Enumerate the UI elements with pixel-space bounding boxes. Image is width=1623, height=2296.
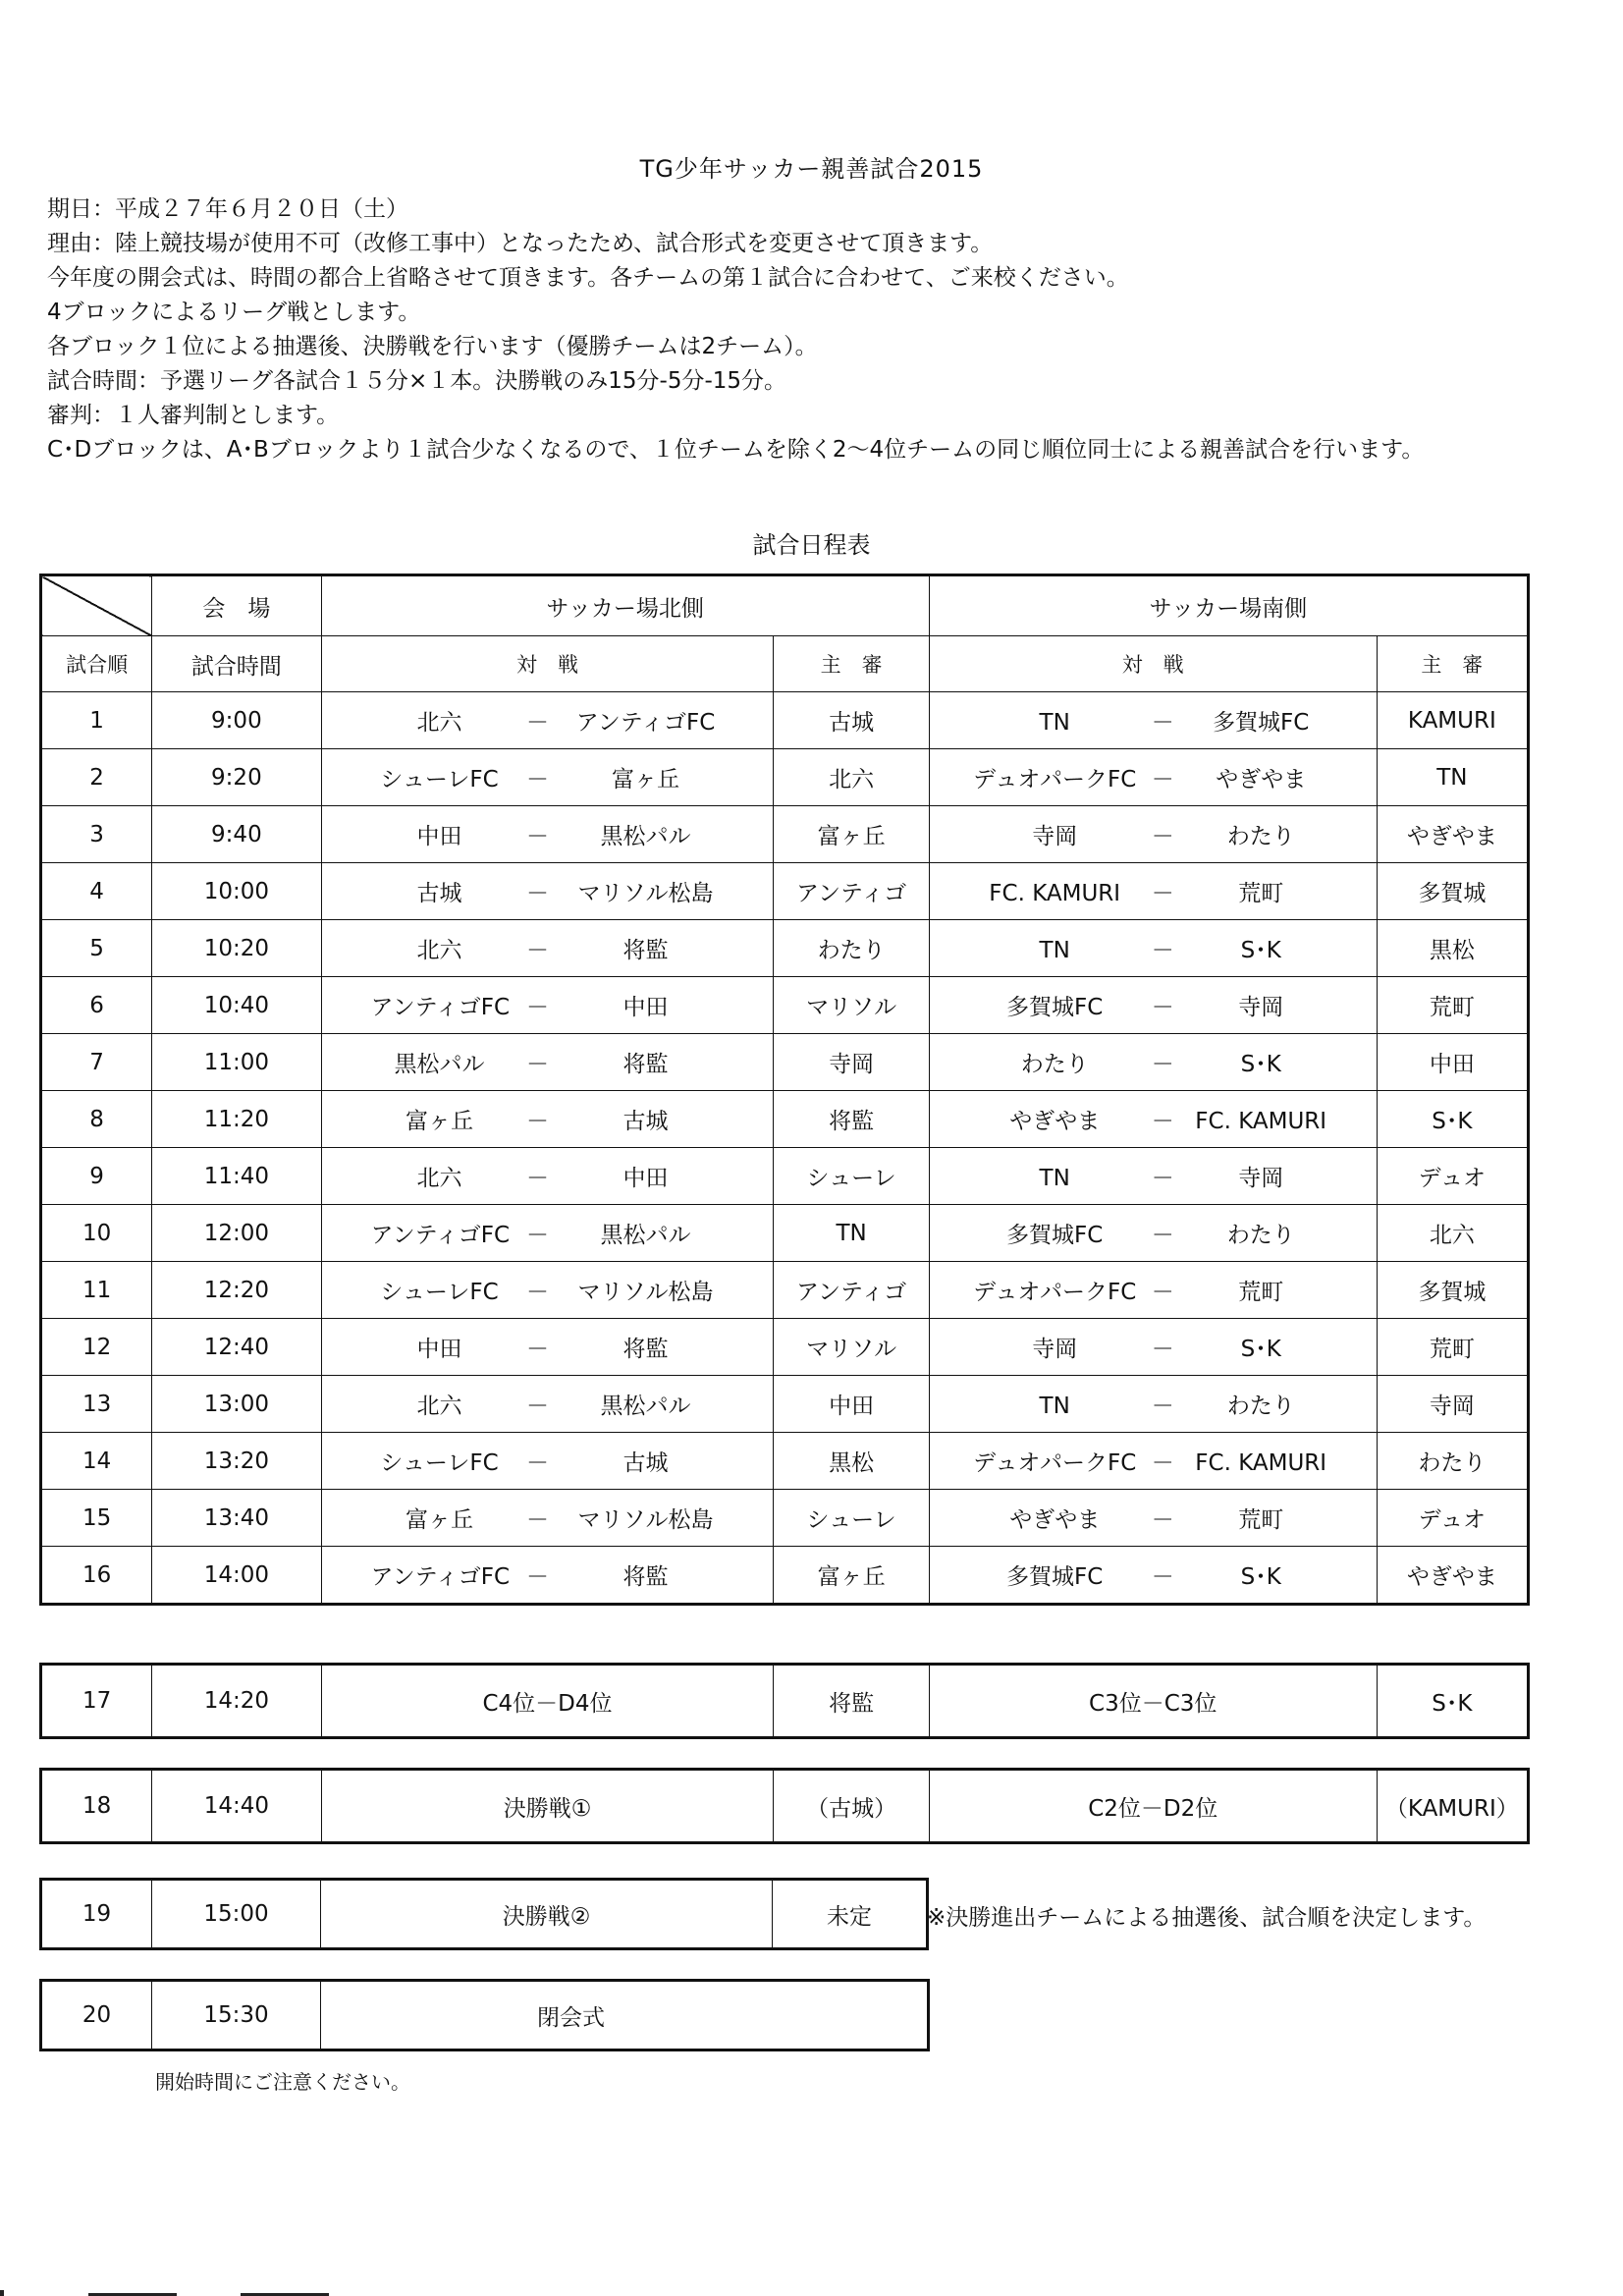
versus-dash: － — [525, 938, 549, 963]
south-referee: 北六 — [1377, 1205, 1528, 1262]
south-away-team: S･K — [1240, 1337, 1281, 1362]
match-time: 13:40 — [152, 1490, 321, 1547]
north-match: 決勝戦① — [321, 1770, 774, 1843]
versus-dash: － — [1151, 1280, 1174, 1305]
table-row — [41, 1433, 1529, 1490]
north-referee: 古城 — [774, 692, 929, 749]
north-referee-header: 主 審 — [774, 636, 929, 692]
north-match — [321, 1376, 774, 1433]
match-time: 10:40 — [152, 977, 321, 1034]
schedule-table — [39, 574, 1530, 1606]
south-referee: デュオ — [1377, 1490, 1528, 1547]
north-referee: 寺岡 — [774, 1034, 929, 1091]
versus-dash: － — [525, 881, 549, 906]
north-match — [321, 863, 774, 920]
match-order: 14 — [41, 1433, 152, 1490]
match-time: 11:40 — [152, 1148, 321, 1205]
south-match — [929, 1148, 1377, 1205]
match-order: 16 — [41, 1547, 152, 1605]
south-match — [929, 692, 1377, 749]
south-away-team: わたり — [1226, 824, 1295, 849]
south-match — [929, 1034, 1377, 1091]
closing-ceremony-label: 閉会式 — [321, 1981, 929, 2050]
versus-dash: － — [525, 1337, 549, 1362]
north-referee: 将監 — [774, 1665, 929, 1738]
north-match — [321, 1148, 774, 1205]
north-home-team: シューレFC — [380, 1450, 499, 1476]
header-row-columns — [41, 636, 1529, 692]
north-referee: 将監 — [774, 1091, 929, 1148]
south-referee: 荒町 — [1377, 1319, 1528, 1376]
south-away-team: 寺岡 — [1238, 995, 1284, 1020]
north-away-team: 古城 — [622, 1450, 669, 1476]
north-referee: 未定 — [773, 1880, 928, 1949]
north-away-team: 中田 — [622, 995, 669, 1020]
south-referee: （KAMURI） — [1377, 1770, 1528, 1843]
south-referee: やぎやま — [1377, 1547, 1528, 1605]
north-away-team: 将監 — [622, 1564, 669, 1590]
south-match — [929, 806, 1377, 863]
south-referee: S･K — [1377, 1091, 1528, 1148]
match-order: 11 — [41, 1262, 152, 1319]
north-match: 決勝戦② — [321, 1880, 773, 1949]
venue-header: 会 場 — [152, 575, 321, 636]
match-order: 8 — [41, 1091, 152, 1148]
match-time: 13:20 — [152, 1433, 321, 1490]
versus-dash: － — [525, 824, 549, 849]
north-away-team: マリソル松島 — [577, 881, 714, 906]
north-match — [321, 1490, 774, 1547]
table-row — [41, 1319, 1529, 1376]
table-row — [41, 806, 1529, 863]
south-home-team: やぎやま — [1009, 1109, 1101, 1134]
match-time: 9:40 — [152, 806, 321, 863]
north-referee: マリソル — [774, 977, 929, 1034]
versus-dash: － — [1151, 1394, 1174, 1419]
north-home-team: 北六 — [416, 710, 462, 736]
table-row — [41, 1205, 1529, 1262]
note-final: 各ブロック１位による抽選後、決勝戦を行います（優勝チームは2チーム）。 — [47, 334, 818, 359]
north-home-team: 古城 — [416, 881, 462, 906]
match-order: 12 — [41, 1319, 152, 1376]
footer-note: 開始時間にご注意ください。 — [155, 2070, 410, 2094]
south-referee: 黒松 — [1377, 920, 1528, 977]
match-time: 11:20 — [152, 1091, 321, 1148]
south-away-team: 寺岡 — [1238, 1166, 1284, 1191]
note-league: 4ブロックによるリーグ戦とします。 — [47, 300, 421, 325]
document-title: TG少年サッカー親善試合2015 — [639, 155, 984, 183]
north-field-header: サッカー場北側 — [321, 575, 929, 636]
north-home-team: 北六 — [416, 938, 462, 963]
north-away-team: アンティゴFC — [575, 710, 716, 736]
south-match: C2位－D2位 — [929, 1770, 1377, 1843]
versus-dash: － — [1151, 1450, 1174, 1476]
header-row-venue — [41, 575, 1529, 636]
versus-dash: － — [525, 1052, 549, 1077]
south-referee: TN — [1377, 749, 1528, 806]
table-row — [41, 1376, 1529, 1433]
final-order-note: ※決勝進出チームによる抽選後、試合順を決定します。 — [927, 1905, 1487, 1931]
north-home-team: 富ヶ丘 — [405, 1507, 473, 1533]
south-away-team: 荒町 — [1238, 881, 1284, 906]
north-referee: TN — [774, 1205, 929, 1262]
match-time: 15:00 — [152, 1880, 321, 1949]
south-referee: S･K — [1377, 1665, 1528, 1738]
corner-diagonal-cell — [41, 575, 152, 636]
north-match — [321, 1547, 774, 1605]
south-referee: デュオ — [1377, 1148, 1528, 1205]
versus-dash: － — [525, 767, 549, 793]
match-time: 12:20 — [152, 1262, 321, 1319]
south-referee: わたり — [1377, 1433, 1528, 1490]
versus-dash: － — [1151, 1564, 1174, 1590]
south-away-team: やぎやま — [1216, 767, 1307, 793]
south-match — [929, 1547, 1377, 1605]
north-referee: 富ヶ丘 — [774, 1547, 929, 1605]
south-away-team: S･K — [1240, 938, 1281, 963]
north-match — [321, 1433, 774, 1490]
versus-dash: － — [1151, 1166, 1174, 1191]
match-time: 10:00 — [152, 863, 321, 920]
north-match — [321, 920, 774, 977]
versus-dash: － — [525, 1166, 549, 1191]
match-time: 14:20 — [152, 1665, 321, 1738]
table-row — [41, 1880, 928, 1949]
south-referee-header: 主 審 — [1377, 636, 1528, 692]
match-order: 5 — [41, 920, 152, 977]
match-time: 13:00 — [152, 1376, 321, 1433]
north-referee: アンティゴ — [774, 863, 929, 920]
table-row — [41, 1091, 1529, 1148]
north-referee: シューレ — [774, 1148, 929, 1205]
south-away-team: FC. KAMURI — [1195, 1450, 1327, 1476]
note-reason: 理由：陸上競技場が使用不可（改修工事中）となったため、試合形式を変更させて頂きます。 — [47, 231, 994, 256]
north-referee: 中田 — [774, 1376, 929, 1433]
table-row — [41, 1981, 929, 2050]
south-away-team: 荒町 — [1238, 1507, 1284, 1533]
south-match — [929, 1091, 1377, 1148]
table-row — [41, 1770, 1529, 1843]
match-order: 19 — [41, 1880, 152, 1949]
table-row — [41, 1490, 1529, 1547]
north-match — [321, 1205, 774, 1262]
match-order: 3 — [41, 806, 152, 863]
north-away-team: マリソル松島 — [577, 1507, 714, 1533]
south-home-team: 多賀城FC — [1006, 995, 1104, 1020]
closing-ceremony-row — [39, 1979, 930, 2051]
south-field-header: サッカー場南側 — [929, 575, 1528, 636]
match-time: 12:40 — [152, 1319, 321, 1376]
versus-dash: － — [1151, 995, 1174, 1020]
north-match — [321, 692, 774, 749]
north-away-team: 中田 — [622, 1166, 669, 1191]
north-away-team: マリソル松島 — [577, 1280, 714, 1305]
north-match — [321, 1319, 774, 1376]
match-time: 15:30 — [152, 1981, 321, 2050]
south-home-team: わたり — [1020, 1052, 1089, 1077]
south-home-team: デュオパークFC — [973, 767, 1137, 793]
versus-dash: － — [1151, 938, 1174, 963]
north-referee: シューレ — [774, 1490, 929, 1547]
north-match: C4位－D4位 — [321, 1665, 774, 1738]
south-match — [929, 863, 1377, 920]
versus-dash: － — [525, 1394, 549, 1419]
south-referee: KAMURI — [1377, 692, 1528, 749]
versus-dash: － — [525, 1280, 549, 1305]
north-referee: 黒松 — [774, 1433, 929, 1490]
north-match — [321, 977, 774, 1034]
north-home-team: 中田 — [416, 824, 462, 849]
north-home-team: アンティゴFC — [370, 1223, 511, 1248]
south-away-team: 荒町 — [1238, 1280, 1284, 1305]
north-away-team: 将監 — [622, 938, 669, 963]
south-match — [929, 977, 1377, 1034]
north-match — [321, 1091, 774, 1148]
south-home-team: TN — [1039, 1394, 1070, 1419]
versus-dash: － — [525, 710, 549, 736]
versus-dash: － — [525, 1450, 549, 1476]
versus-dash: － — [525, 995, 549, 1020]
south-home-team: デュオパークFC — [973, 1280, 1137, 1305]
versus-dash: － — [525, 1507, 549, 1533]
match-order: 18 — [41, 1770, 152, 1843]
schedule-title: 試合日程表 — [752, 531, 871, 559]
north-referee: アンティゴ — [774, 1262, 929, 1319]
south-home-team: TN — [1039, 710, 1070, 736]
match-order: 20 — [41, 1981, 152, 2050]
table-row — [41, 749, 1529, 806]
south-away-team: わたり — [1226, 1394, 1295, 1419]
south-referee: 中田 — [1377, 1034, 1528, 1091]
versus-dash: － — [525, 1223, 549, 1248]
north-match — [321, 749, 774, 806]
order-header: 試合順 — [41, 636, 152, 692]
north-referee: 富ヶ丘 — [774, 806, 929, 863]
north-home-team: 北六 — [416, 1394, 462, 1419]
north-home-team: シューレFC — [380, 1280, 499, 1305]
south-referee: やぎやま — [1377, 806, 1528, 863]
match-order: 10 — [41, 1205, 152, 1262]
scan-mark — [0, 2290, 4, 2296]
table-row — [41, 977, 1529, 1034]
south-match: C3位－C3位 — [929, 1665, 1377, 1738]
south-match — [929, 1490, 1377, 1547]
note-cd-block: C･Dブロックは、A･Bブロックより１試合少なくなるので、１位チームを除く2～4位チームの同じ順位同士による親善試合を行います。 — [47, 437, 1425, 463]
match-time: 12:00 — [152, 1205, 321, 1262]
south-away-team: わたり — [1226, 1223, 1295, 1248]
table-row — [41, 1148, 1529, 1205]
match-time: 14:00 — [152, 1547, 321, 1605]
versus-dash: － — [1151, 824, 1174, 849]
versus-dash: － — [1151, 1507, 1174, 1533]
note-opening: 今年度の開会式は、時間の都合上省略させて頂きます。各チームの第１試合に合わせて、ご来校ください。 — [47, 265, 1129, 291]
north-away-team: 将監 — [622, 1052, 669, 1077]
match-time: 10:20 — [152, 920, 321, 977]
north-away-team: 黒松パル — [600, 824, 691, 849]
north-match-header: 対 戦 — [321, 636, 774, 692]
south-match — [929, 1433, 1377, 1490]
extra-match-18 — [39, 1768, 1530, 1844]
match-time: 9:20 — [152, 749, 321, 806]
south-home-team: デュオパークFC — [973, 1450, 1137, 1476]
north-home-team: シューレFC — [380, 767, 499, 793]
south-home-team: FC. KAMURI — [989, 881, 1121, 906]
north-referee: 北六 — [774, 749, 929, 806]
north-away-team: 富ヶ丘 — [611, 767, 679, 793]
south-away-team: S･K — [1240, 1052, 1281, 1077]
table-row — [41, 692, 1529, 749]
south-away-team: S･K — [1240, 1564, 1281, 1590]
south-home-team: TN — [1039, 938, 1070, 963]
south-home-team: TN — [1039, 1166, 1070, 1191]
south-match — [929, 1205, 1377, 1262]
note-referee: 審判：１人審判制とします。 — [47, 403, 340, 428]
match-order: 4 — [41, 863, 152, 920]
south-referee: 多賀城 — [1377, 1262, 1528, 1319]
versus-dash: － — [1151, 1052, 1174, 1077]
north-home-team: 富ヶ丘 — [405, 1109, 473, 1134]
north-match — [321, 1262, 774, 1319]
match-order: 7 — [41, 1034, 152, 1091]
south-home-team: やぎやま — [1009, 1507, 1101, 1533]
versus-dash: － — [1151, 881, 1174, 906]
north-away-team: 古城 — [622, 1109, 669, 1134]
north-referee: マリソル — [774, 1319, 929, 1376]
south-home-team: 寺岡 — [1032, 824, 1078, 849]
south-referee: 荒町 — [1377, 977, 1528, 1034]
north-match — [321, 806, 774, 863]
notes-block — [47, 192, 1598, 467]
table-row — [41, 1547, 1529, 1605]
extra-match-17 — [39, 1663, 1530, 1739]
match-time: 14:40 — [152, 1770, 321, 1843]
match-order: 17 — [41, 1665, 152, 1738]
north-home-team: 中田 — [416, 1337, 462, 1362]
north-home-team: アンティゴFC — [370, 1564, 511, 1590]
south-match-header: 対 戦 — [929, 636, 1377, 692]
south-home-team: 寺岡 — [1032, 1337, 1078, 1362]
match-time: 11:00 — [152, 1034, 321, 1091]
table-row — [41, 1665, 1529, 1738]
north-home-team: 北六 — [416, 1166, 462, 1191]
table-row — [41, 1262, 1529, 1319]
north-away-team: 黒松パル — [600, 1223, 691, 1248]
north-away-team: 将監 — [622, 1337, 669, 1362]
match-order: 6 — [41, 977, 152, 1034]
versus-dash: － — [1151, 767, 1174, 793]
north-match — [321, 1034, 774, 1091]
time-header: 試合時間 — [152, 636, 321, 692]
south-referee: 寺岡 — [1377, 1376, 1528, 1433]
south-referee: 多賀城 — [1377, 863, 1528, 920]
south-match — [929, 1319, 1377, 1376]
south-home-team: 多賀城FC — [1006, 1223, 1104, 1248]
match-order: 13 — [41, 1376, 152, 1433]
match-order: 15 — [41, 1490, 152, 1547]
south-home-team: 多賀城FC — [1006, 1564, 1104, 1590]
south-match — [929, 749, 1377, 806]
south-away-team: FC. KAMURI — [1195, 1109, 1327, 1134]
versus-dash: － — [1151, 1337, 1174, 1362]
versus-dash: － — [1151, 1223, 1174, 1248]
north-referee: （古城） — [774, 1770, 929, 1843]
versus-dash: － — [1151, 1109, 1174, 1134]
table-row — [41, 920, 1529, 977]
match-order: 1 — [41, 692, 152, 749]
south-away-team: 多賀城FC — [1213, 710, 1310, 736]
south-match — [929, 920, 1377, 977]
match-order: 9 — [41, 1148, 152, 1205]
north-away-team: 黒松パル — [600, 1394, 691, 1419]
table-row — [41, 1034, 1529, 1091]
note-date: 期日：平成２７年６月２０日（土） — [47, 196, 408, 222]
south-match — [929, 1262, 1377, 1319]
note-match-time: 試合時間：予選リーグ各試合１５分×１本。決勝戦のみ15分-5分-15分。 — [47, 368, 787, 394]
match-order: 2 — [41, 749, 152, 806]
north-home-team: アンティゴFC — [370, 995, 511, 1020]
match-time: 9:00 — [152, 692, 321, 749]
versus-dash: － — [525, 1109, 549, 1134]
versus-dash: － — [1151, 710, 1174, 736]
final-match-19 — [39, 1878, 929, 1950]
north-referee: わたり — [774, 920, 929, 977]
south-match — [929, 1376, 1377, 1433]
table-row — [41, 863, 1529, 920]
north-home-team: 黒松パル — [394, 1052, 485, 1077]
versus-dash: － — [525, 1564, 549, 1590]
